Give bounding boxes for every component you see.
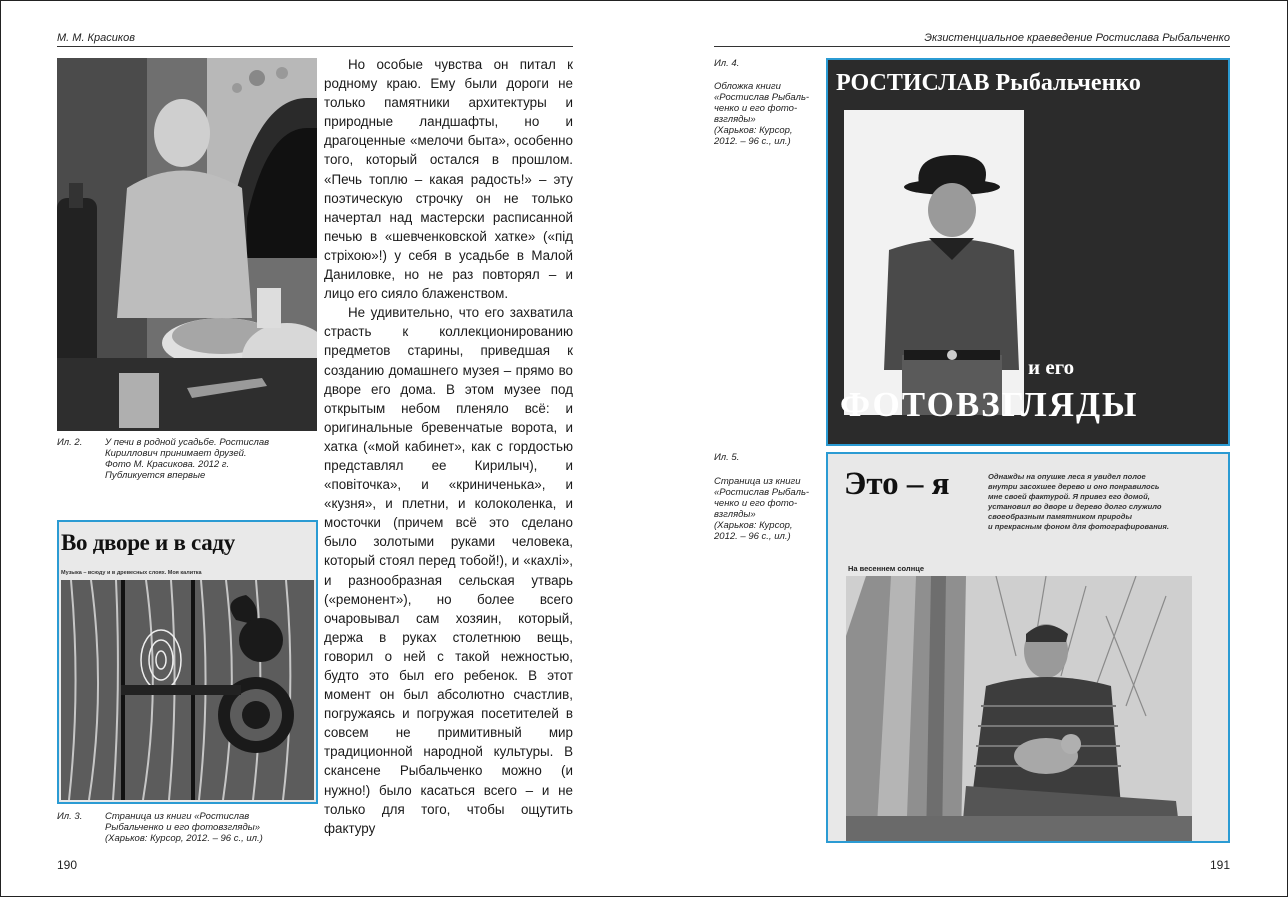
fig4-number: Ил. 4. bbox=[714, 58, 740, 69]
fig5-inset-text-line: Однажды на опушке леса я увидел полое bbox=[988, 472, 1146, 481]
left-body-text bbox=[324, 55, 573, 838]
fig5-caption-line: «Ростислав Рыбаль- bbox=[714, 487, 810, 498]
body-paragraph: Не удивительно, что его захватила страсть к коллекционированию предметов старины, приведшая к созданию домашнего музея – прямо во дворе его дома. В этом музее под открытым небом пленяло всё: и оригинальные бревенчатые ворота, и хатка («мой кабинет», как с гордостью представлял ее Кирилыч), и «повіточка», и «криниченька», и «кузня», и плетни, и колоколенка, и мосточки (причем всё это сделано было золотыми руками человека, который стоял перед тобой!), и «кахлі», и разнообразная сельская утварь («ремонент»), но более всего очаровывал сам хозяин, который, держа в руках столетнюю вещь, говорил о ней с такой нежностью, будто это был его ребенок. В этот момент он был абсолютно счастлив, погружаясь и погружая посетителей в совсем не примитивный мир традиционной народной культуры. В скансене Рыбальченко можно (и нужно!) было касаться всего – и не только для того, чтобы ощутить фактуру bbox=[324, 305, 573, 836]
fig5-inset-text-line: мне своей фактурой. Я привез его домой, bbox=[988, 492, 1150, 501]
fig3-caption-line: Страница из книги «Ростислав bbox=[105, 811, 250, 822]
fig4-cover-word: ФОТОВЗГЛЯДЫ bbox=[840, 385, 1139, 424]
fig2-caption bbox=[105, 437, 320, 481]
fig5-photo bbox=[846, 576, 1192, 843]
fig2-caption-line: Фото М. Красикова. 2012 г. bbox=[105, 459, 230, 470]
left-running-header: М. М. Красиков bbox=[57, 32, 135, 44]
fig5-caption-line: ченко и его фото- bbox=[714, 498, 798, 509]
fig5-inset-text-line: своеобразным памятником природы bbox=[988, 512, 1132, 521]
fig4-caption-line: Обложка книги bbox=[714, 81, 781, 92]
fig4-caption-line: 2012. – 96 с., ил.) bbox=[714, 136, 791, 147]
fig3-caption-line: (Харьков: Курсор, 2012. – 96 с., ил.) bbox=[105, 833, 263, 844]
fig5-man-with-cat-illustration bbox=[846, 576, 1192, 843]
fig4-man-in-hat-illustration bbox=[844, 110, 1024, 415]
fig3-caption bbox=[105, 811, 320, 844]
left-page-number: 190 bbox=[57, 858, 78, 872]
fig4-caption bbox=[714, 81, 824, 147]
fig4-cover-and: и его bbox=[1028, 355, 1075, 379]
fig2-caption-line: Кириллович принимает друзей. bbox=[105, 448, 247, 459]
body-paragraph: Но особые чувства он питал к родному краю. Ему были дороги не только памятники архитектуры и природные ландшафты, но и драгоценные «мелочи быта», особенно того, который остался в прошлом. «Печь топлю – какая радость!» – эту поэтическую строчку он не только начертал над мастерски расписанной печью в «шевченковской хатке» («під стріхою»!) у себя в усадьбе в Малой Даниловке, но не раз повторял – и лицо его сияло блаженством. bbox=[324, 57, 573, 302]
fig5-inset-subtitle: На весеннем солнце bbox=[848, 564, 925, 573]
fig5-caption-line: 2012. – 96 с., ил.) bbox=[714, 531, 791, 542]
right-running-header: Экзистенциальное краеведение Ростислава Рыбальченко bbox=[924, 32, 1230, 44]
fig5-caption-line: взгляды» bbox=[714, 509, 756, 520]
fig3-wood-gate-illustration bbox=[61, 580, 314, 800]
fig2-photo bbox=[57, 58, 317, 431]
fig3-inset-title: Во дворе и в саду bbox=[61, 530, 235, 555]
fig2-photo-illustration bbox=[57, 58, 317, 431]
left-header-rule bbox=[57, 46, 573, 47]
fig4-book-cover bbox=[826, 58, 1230, 446]
fig5-inset-text bbox=[988, 472, 1228, 532]
fig3-inset-subtitle: Музыка – всюду и в древесных слоях. Моя калитка bbox=[61, 570, 202, 576]
fig5-caption-line: (Харьков: Курсор, bbox=[714, 520, 793, 531]
fig5-inset-title: Это – я bbox=[844, 466, 950, 502]
right-page-number: 191 bbox=[1209, 858, 1230, 872]
fig5-caption bbox=[714, 476, 824, 542]
fig3-number: Ил. 3. bbox=[57, 811, 83, 822]
fig5-page-image bbox=[826, 452, 1230, 843]
right-header-rule bbox=[714, 46, 1230, 47]
fig5-number: Ил. 5. bbox=[714, 452, 740, 463]
fig3-caption-line: Рыбальченко и его фотовзгляды» bbox=[105, 822, 261, 833]
fig4-cover-photo bbox=[844, 110, 1024, 415]
fig5-caption-line: Страница из книги bbox=[714, 476, 801, 487]
fig4-caption-line: ченко и его фото- bbox=[714, 103, 798, 114]
fig3-page-image bbox=[57, 520, 318, 804]
fig5-inset-text-line: и прекрасным фоном для фотографирования. bbox=[988, 522, 1170, 531]
fig4-caption-line: «Ростислав Рыбаль- bbox=[714, 92, 810, 103]
fig4-caption-line: взгляды» bbox=[714, 114, 756, 125]
fig4-cover-title: РОСТИСЛАВ Рыбальченко bbox=[836, 70, 1141, 96]
fig2-number: Ил. 2. bbox=[57, 437, 83, 448]
fig2-caption-line: У печи в родной усадьбе. Ростислав bbox=[105, 437, 270, 448]
fig2-caption-line: Публикуется впервые bbox=[105, 470, 206, 481]
fig5-inset-text-line: внутри засохшее дерево и оно понравилось bbox=[988, 482, 1160, 491]
fig5-inset-text-line: установил во дворе и дерево долго служило bbox=[988, 502, 1162, 511]
fig4-caption-line: (Харьков: Курсор, bbox=[714, 125, 793, 136]
